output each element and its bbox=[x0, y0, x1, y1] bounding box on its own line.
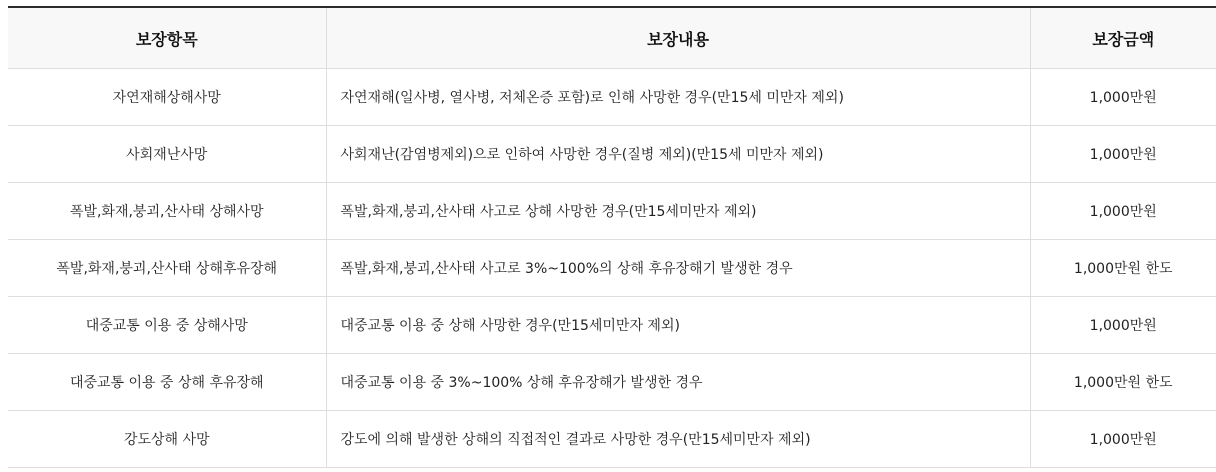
coverage-description-cell: 폭발,화재,붕괴,산사태 사고로 3%~100%의 상해 후유장해기 발생한 경우 bbox=[326, 240, 1030, 297]
coverage-description-cell: 자연재해(일사병, 열사병, 저체온증 포함)로 인해 사망한 경우(만15세 미만자 제외) bbox=[326, 69, 1030, 126]
coverage-item-cell: 자연재해상해사망 bbox=[8, 69, 326, 126]
coverage-description-cell: 대중교통 이용 중 3%~100% 상해 후유장해가 발생한 경우 bbox=[326, 354, 1030, 411]
header-coverage-amount: 보장금액 bbox=[1030, 7, 1216, 69]
coverage-amount-cell: 1,000만원 한도 bbox=[1030, 354, 1216, 411]
table-row bbox=[8, 126, 1216, 183]
coverage-description-cell: 폭발,화재,붕괴,산사태 사고로 상해 사망한 경우(만15세미만자 제외) bbox=[326, 183, 1030, 240]
table-row bbox=[8, 69, 1216, 126]
header-row bbox=[8, 7, 1216, 69]
coverage-amount-cell: 1,000만원 bbox=[1030, 411, 1216, 468]
coverage-description-cell: 강도에 의해 발생한 상해의 직접적인 결과로 사망한 경우(만15세미만자 제외) bbox=[326, 411, 1030, 468]
table-row bbox=[8, 411, 1216, 468]
coverage-amount-cell: 1,000만원 bbox=[1030, 126, 1216, 183]
header-coverage-item: 보장항목 bbox=[8, 7, 326, 69]
coverage-description-cell: 대중교통 이용 중 상해 사망한 경우(만15세미만자 제외) bbox=[326, 297, 1030, 354]
coverage-amount-cell: 1,000만원 bbox=[1030, 69, 1216, 126]
table-row bbox=[8, 240, 1216, 297]
coverage-item-cell: 사회재난사망 bbox=[8, 126, 326, 183]
coverage-amount-cell: 1,000만원 bbox=[1030, 297, 1216, 354]
coverage-amount-cell: 1,000만원 bbox=[1030, 183, 1216, 240]
table-body bbox=[8, 69, 1216, 468]
table-header bbox=[8, 7, 1216, 69]
table-row bbox=[8, 354, 1216, 411]
coverage-item-cell: 대중교통 이용 중 상해사망 bbox=[8, 297, 326, 354]
coverage-item-cell: 대중교통 이용 중 상해 후유장해 bbox=[8, 354, 326, 411]
table-row bbox=[8, 183, 1216, 240]
coverage-item-cell: 강도상해 사망 bbox=[8, 411, 326, 468]
coverage-description-cell: 사회재난(감염병제외)으로 인하여 사망한 경우(질병 제외)(만15세 미만자 제외) bbox=[326, 126, 1030, 183]
coverage-item-cell: 폭발,화재,붕괴,산사태 상해사망 bbox=[8, 183, 326, 240]
table-row bbox=[8, 297, 1216, 354]
coverage-table bbox=[8, 6, 1216, 468]
header-coverage-description: 보장내용 bbox=[326, 7, 1030, 69]
coverage-item-cell: 폭발,화재,붕괴,산사태 상해후유장해 bbox=[8, 240, 326, 297]
coverage-amount-cell: 1,000만원 한도 bbox=[1030, 240, 1216, 297]
